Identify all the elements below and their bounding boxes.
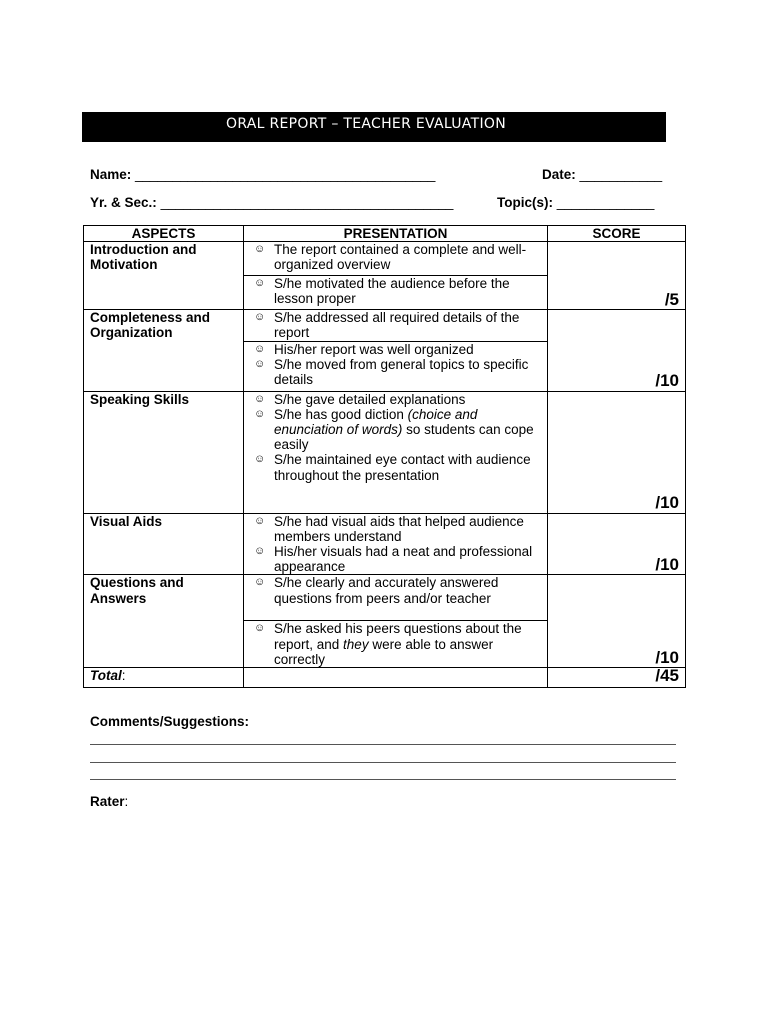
- header-aspects: ASPECTS: [84, 226, 244, 242]
- smiley-icon: ☺: [254, 277, 266, 290]
- criterion-item: ☺ S/he had visual aids that helped audience members understand: [254, 513, 524, 544]
- rater-field: Rater:: [90, 794, 129, 809]
- score-visual-aids[interactable]: /10: [548, 513, 686, 575]
- smiley-icon: ☺: [254, 392, 266, 405]
- aspect-speaking: Speaking Skills: [84, 391, 244, 513]
- total-score[interactable]: /45: [548, 668, 686, 688]
- rater-label: Rater: [90, 794, 125, 809]
- header-score: SCORE: [548, 226, 686, 242]
- total-empty-cell: [244, 668, 548, 688]
- criterion-item: ☺ S/he moved from general topics to specific details: [254, 356, 529, 388]
- criterion-item: ☺ S/he asked his peers questions about the report, and they were able to answer correctly: [254, 621, 522, 667]
- criterion-item: ☺ S/he maintained eye contact with audience throughout the presentation: [254, 452, 531, 483]
- criteria-cell: [244, 242, 548, 276]
- criterion-item: ☺ The report contained a complete and well-organized overview: [254, 242, 527, 273]
- table-row: [84, 242, 686, 276]
- criteria-cell: [244, 310, 548, 341]
- section-field: [90, 195, 453, 210]
- aspect-visual-aids: Visual Aids: [84, 513, 244, 575]
- form-title: ORAL REPORT – TEACHER EVALUATION: [226, 116, 506, 132]
- table-row: [84, 310, 686, 341]
- criteria-cell: [244, 513, 548, 575]
- section-line[interactable]: _______________________________________: [160, 195, 454, 210]
- topic-label: Topic(s):: [497, 195, 553, 210]
- comment-line-3[interactable]: [90, 779, 676, 780]
- form-title-bar: [82, 112, 666, 142]
- evaluation-table: [83, 225, 686, 688]
- score-speaking[interactable]: /10: [548, 391, 686, 513]
- total-row: [84, 668, 686, 688]
- criterion-item: ☺ S/he has good diction (choice and enunciation of words) so students can cope easily: [254, 406, 534, 453]
- smiley-icon: ☺: [254, 243, 266, 256]
- date-field: [542, 167, 662, 182]
- smiley-icon: ☺: [254, 311, 266, 324]
- total-label-cell: Total:: [84, 668, 244, 688]
- name-field: [90, 167, 435, 182]
- comments-label: Comments/Suggestions:: [90, 714, 250, 729]
- aspect-introduction: Introduction and Motivation: [84, 242, 244, 310]
- total-label: Total: [90, 668, 122, 684]
- smiley-icon: ☺: [254, 622, 266, 635]
- criterion-item: ☺ His/her report was well organized: [254, 341, 474, 357]
- topic-field: [497, 195, 654, 210]
- criteria-cell: [244, 341, 548, 391]
- smiley-icon: ☺: [254, 576, 266, 589]
- criteria-cell: [244, 391, 548, 513]
- date-line[interactable]: ___________: [579, 167, 663, 182]
- criteria-cell: [244, 276, 548, 310]
- criteria-cell: [244, 575, 548, 621]
- topic-line[interactable]: _____________: [556, 195, 655, 210]
- score-questions[interactable]: /10: [548, 575, 686, 668]
- header-presentation: PRESENTATION: [244, 226, 548, 242]
- table-header-row: [84, 226, 686, 242]
- comment-line-1[interactable]: [90, 744, 676, 745]
- comment-line-2[interactable]: [90, 762, 676, 763]
- criterion-item: ☺ S/he gave detailed explanations: [254, 391, 466, 407]
- score-completeness[interactable]: /10: [548, 310, 686, 391]
- date-label: Date:: [542, 167, 576, 182]
- smiley-icon: ☺: [254, 357, 266, 370]
- table-row: [84, 391, 686, 513]
- smiley-icon: ☺: [254, 514, 266, 527]
- name-label: Name:: [90, 167, 132, 182]
- section-label: Yr. & Sec.:: [90, 195, 157, 210]
- smiley-icon: ☺: [254, 545, 266, 558]
- criterion-item: ☺ His/her visuals had a neat and professional appearance: [254, 544, 533, 575]
- smiley-icon: ☺: [254, 407, 266, 420]
- name-line[interactable]: ________________________________________: [135, 167, 436, 182]
- criterion-item: ☺ S/he clearly and accurately answered questions from peers and/or teacher: [254, 575, 499, 606]
- criterion-item: ☺ S/he motivated the audience before the lesson proper: [254, 276, 510, 307]
- table-row: [84, 513, 686, 575]
- aspect-questions: Questions and Answers: [84, 575, 244, 668]
- aspect-completeness: Completeness and Organization: [84, 310, 244, 391]
- smiley-icon: ☺: [254, 453, 266, 466]
- score-introduction[interactable]: /5: [548, 242, 686, 310]
- criterion-item: ☺ S/he addressed all required details of the report: [254, 310, 520, 341]
- table-row: [84, 575, 686, 621]
- criteria-cell: [244, 621, 548, 668]
- smiley-icon: ☺: [254, 342, 266, 355]
